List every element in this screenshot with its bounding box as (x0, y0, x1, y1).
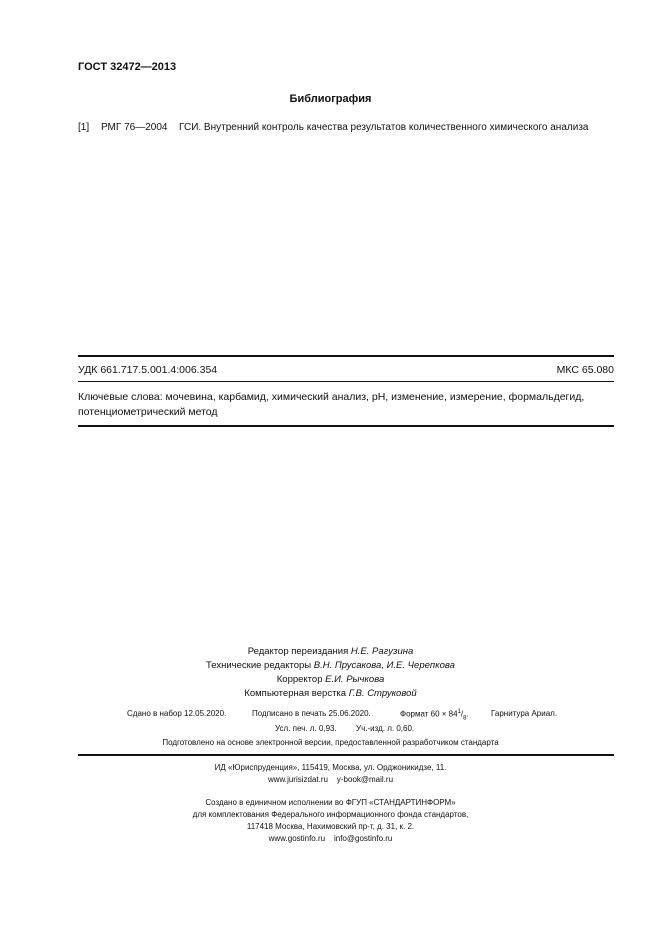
publisher-contacts (0, 774, 661, 786)
credit-layout: Компьютерная верстка Г.В. Струковой (244, 688, 417, 699)
credits-block (0, 645, 661, 701)
standartinform-email-link[interactable]: info@gostinfo.ru (333, 834, 393, 843)
created-line-1: Создано в единичном исполнении во ФГУП «СТАНДАРТИНФОРМ» (205, 798, 456, 807)
rule-top (78, 355, 614, 357)
mks-code: МКС 65.080 (556, 364, 614, 376)
rule-footer (78, 754, 614, 756)
print-typeset: Сдано в набор 12.05.2020. (127, 709, 227, 718)
credit-tech-editors: Технические редакторы В.Н. Прусакова, И.Е. Черепкова (206, 660, 455, 671)
bibliography-item-number: [1] (78, 122, 90, 133)
print-format: Формат $60 \times 84^1/_8$. (400, 709, 469, 722)
print-printed-sheets: Усл. печ. л. 0,93. (275, 724, 337, 733)
standartinform-contacts (0, 833, 661, 845)
credit-editor: Редактор переиздания Н.Е. Рагузина (247, 646, 414, 657)
publisher-site-link[interactable]: www.jurisizdat.ru (267, 775, 328, 784)
bibliography-title: Библиография (289, 93, 372, 105)
print-font: Гарнитура Ариал. (491, 709, 558, 718)
prepared-note: Подготовлено на основе электронной версии, предоставленной разработчиком стандарта (162, 738, 499, 747)
created-line-2: для комплектования Федерального информационного фонда стандартов, (192, 810, 469, 819)
credit-corrector: Корректор Е.И. Рычкова (276, 674, 385, 685)
bibliography-item-text: ГСИ. Внутренний контроль качества результатов количественного химического анализа (179, 122, 589, 133)
publisher-email-link[interactable]: y-book@mail.ru (336, 775, 394, 784)
print-signed: Подписано в печать 25.06.2020. (252, 709, 371, 718)
created-line-3: 117418 Москва, Нахимовский пр-т, д. 31, к. 2. (246, 822, 415, 831)
bibliography-item-code: РМГ 76—2004 (101, 122, 168, 133)
document-code: ГОСТ 32472—2013 (78, 61, 177, 73)
rule-middle (78, 381, 614, 382)
rule-bottom (78, 425, 614, 427)
standartinform-site-link[interactable]: www.gostinfo.ru (268, 834, 326, 843)
print-publisher-sheets: Уч.-изд. л. 0,60. (356, 724, 415, 733)
keywords: Ключевые слова: мочевина, карбамид, химический анализ, рН, изменение, измерение, формальдегид, потенциометрический метод (78, 391, 585, 418)
publisher-address: ИД «Юриспруденция», 115419, Москва, ул. Орджоникидзе, 11. (214, 763, 447, 772)
udk-code: УДК 661.717.5.001.4:006.354 (78, 364, 218, 376)
